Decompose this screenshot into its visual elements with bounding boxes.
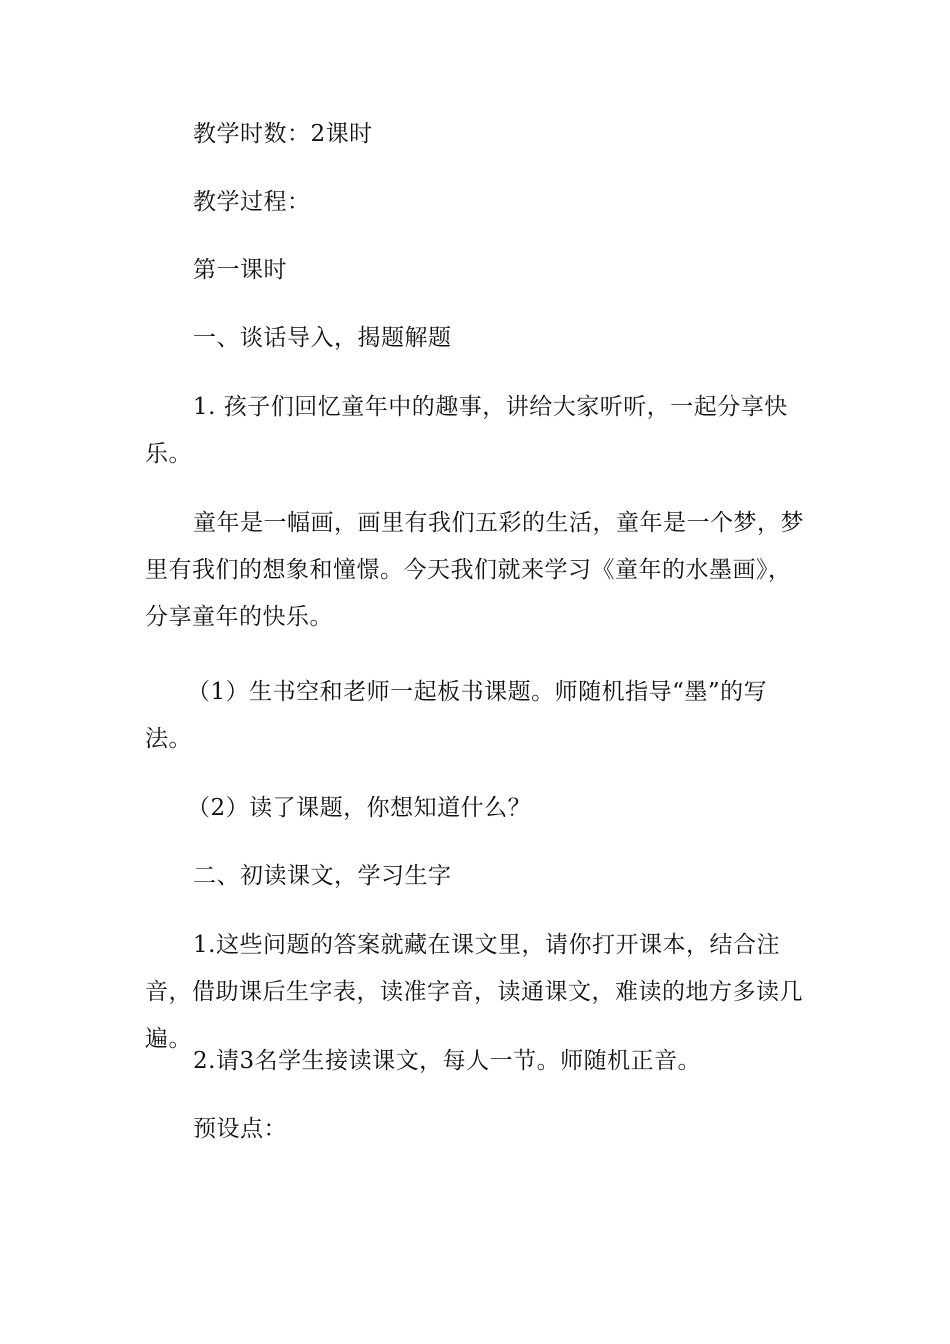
teaching-hours-line: 教学时数：2课时: [193, 121, 373, 147]
section-two-heading: 二、初读课文，学习生字: [193, 863, 452, 889]
paragraph-childhood-intro: 童年是一幅画，画里有我们五彩的生活，童年是一个梦，梦里有我们的想象和憧憬。今天我们就来学习《童年的水墨画》，分享童年的快乐。: [145, 510, 804, 630]
section-one-heading: 一、谈话导入，揭题解题: [193, 325, 452, 351]
paragraph-what-to-know: （2）读了课题，你想知道什么？: [187, 795, 532, 821]
first-lesson-heading: 第一课时: [193, 257, 287, 283]
teaching-process-heading: 教学过程：: [193, 189, 311, 215]
paragraph-board-title: （1）生书空和老师一起板书课题。师随机指导“墨”的写法。: [145, 679, 768, 752]
paragraph-recall-fun: 1. 孩子们回忆童年中的趣事，讲给大家听听，一起分享快乐。: [145, 394, 788, 467]
paragraph-open-textbook: 1.这些问题的答案就藏在课文里，请你打开课本，结合注音，借助课后生字表，读准字音，读通课文，难读的地方多读几遍。: [145, 932, 803, 1052]
paragraph-students-read: 2.请3名学生接读课文，每人一节。师随机正音。: [193, 1048, 702, 1074]
preset-points-heading: 预设点：: [193, 1116, 287, 1142]
